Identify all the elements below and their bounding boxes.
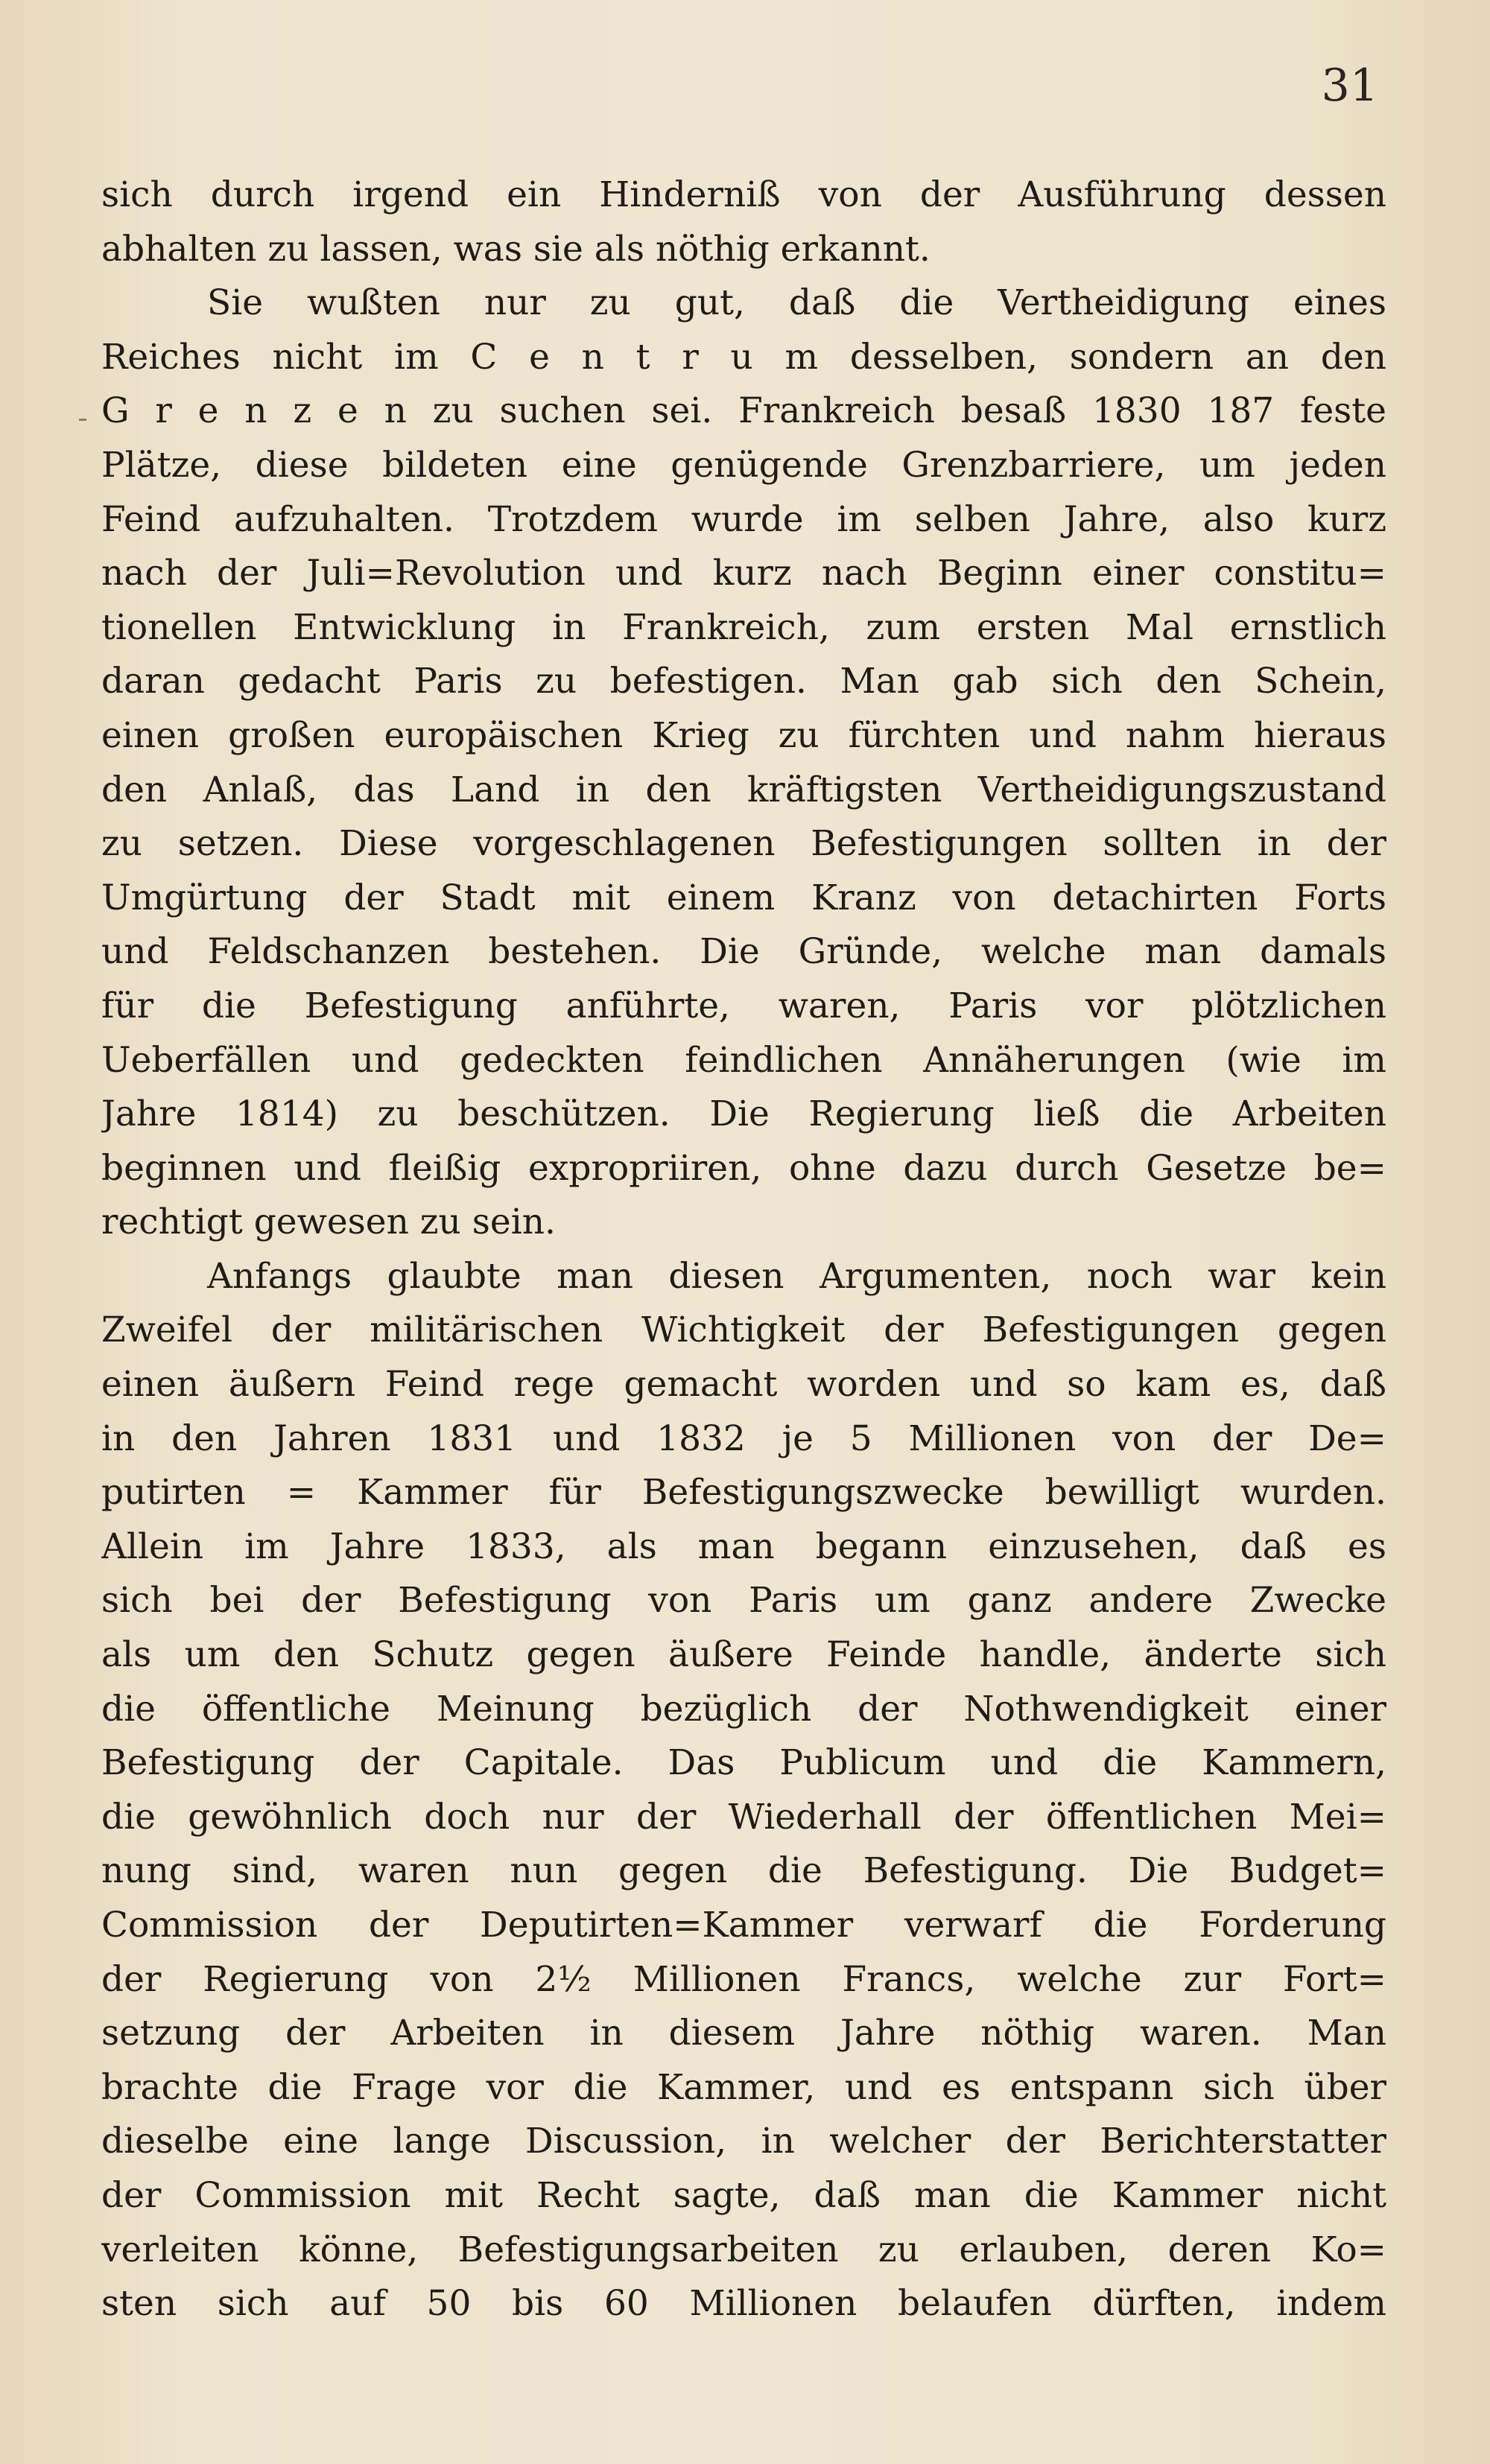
- text-line: Anfangs glaubte man diesen Argumenten, noch war kein: [207, 1255, 1386, 1297]
- text-line: Zweifel der militärischen Wichtigkeit der Befestigungen gegen: [101, 1309, 1386, 1351]
- text-line: nung sind, waren nun gegen die Befestigung. Die Budget=: [101, 1850, 1386, 1892]
- text-line: Feind aufzuhalten. Trotzdem wurde im selben Jahre, also kurz: [101, 498, 1386, 540]
- text-line: brachte die Frage vor die Kammer, und es entspann sich über: [101, 2066, 1386, 2108]
- text-line: Plätze, diese bildeten eine genügende Grenzbarriere, um jeden: [101, 444, 1386, 486]
- text-line: tionellen Entwicklung in Frankreich, zum ersten Mal ernstlich: [101, 606, 1386, 648]
- text-line: den Anlaß, das Land in den kräftigsten Vertheidigungszustand: [101, 769, 1386, 810]
- text-line: sich bei der Befestigung von Paris um ganz andere Zwecke: [101, 1580, 1386, 1622]
- text-line: Reiches nicht im C e n t r u m desselben, sondern an den: [101, 336, 1386, 378]
- text-line: für die Befestigung anführte, waren, Paris vor plötzlichen: [101, 985, 1386, 1026]
- body-text: [101, 168, 1386, 2331]
- text-line: G r e n z e n zu suchen sei. Frankreich besaß 1830 187 feste: [101, 390, 1386, 432]
- text-line: dieselbe eine lange Discussion, in welcher der Berichterstatter: [101, 2121, 1386, 2162]
- text-line: und Feldschanzen bestehen. Die Gründe, welche man damals: [101, 931, 1386, 973]
- text-line: als um den Schutz gegen äußere Feinde handle, änderte sich: [101, 1634, 1386, 1676]
- text-line: die gewöhnlich doch nur der Wiederhall der öffentlichen Mei=: [101, 1796, 1386, 1838]
- text-line: einen äußern Feind rege gemacht worden und so kam es, daß: [101, 1364, 1386, 1406]
- text-line: der Regierung von 2½ Millionen Francs, welche zur Fort=: [101, 1958, 1386, 2000]
- text-line: der Commission mit Recht sagte, daß man die Kammer nicht: [101, 2174, 1386, 2216]
- text-line: sten sich auf 50 bis 60 Millionen belaufen dürften, indem: [101, 2283, 1386, 2325]
- text-line: Commission der Deputirten=Kammer verwarf die Forderung: [101, 1905, 1386, 1946]
- text-line: putirten = Kammer für Befestigungszwecke bewilligt wurden.: [101, 1472, 1386, 1514]
- text-line: verleiten könne, Befestigungsarbeiten zu erlauben, deren Ko=: [101, 2229, 1386, 2270]
- text-line: rechtigt gewesen zu sein.: [101, 1201, 556, 1243]
- text-line: Befestigung der Capitale. Das Publicum und die Kammern,: [101, 1742, 1386, 1784]
- text-line: Umgürtung der Stadt mit einem Kranz von detachirten Forts: [101, 877, 1386, 918]
- text-line: daran gedacht Paris zu befestigen. Man gab sich den Schein,: [101, 661, 1386, 702]
- text-line: nach der Juli=Revolution und kurz nach Beginn einer constitu=: [101, 553, 1386, 594]
- text-line: Ueberfällen und gedeckten feindlichen Annäherungen (wie im: [101, 1039, 1386, 1081]
- text-line: Jahre 1814) zu beschützen. Die Regierung ließ die Arbeiten: [101, 1093, 1386, 1135]
- text-line: Sie wußten nur zu gut, daß die Vertheidigung eines: [207, 282, 1386, 324]
- text-line: einen großen europäischen Krieg zu fürchten und nahm hieraus: [101, 714, 1386, 756]
- text-line: die öffentliche Meinung bezüglich der Nothwendigkeit einer: [101, 1688, 1386, 1730]
- text-line: sich durch irgend ein Hinderniß von der Ausführung dessen: [101, 174, 1386, 215]
- margin-mark: [79, 419, 86, 421]
- text-line: setzung der Arbeiten in diesem Jahre nöthig waren. Man: [101, 2013, 1386, 2054]
- text-line: beginnen und fleißig expropriiren, ohne dazu durch Gesetze be=: [101, 1147, 1386, 1189]
- page-number: 31: [1321, 60, 1378, 112]
- text-line: zu setzen. Diese vorgeschlagenen Befestigungen sollten in der: [101, 823, 1386, 865]
- text-line: abhalten zu lassen, was sie als nöthig erkannt.: [101, 228, 931, 270]
- text-line: in den Jahren 1831 und 1832 je 5 Millionen von der De=: [101, 1417, 1386, 1459]
- text-line: Allein im Jahre 1833, als man begann einzusehen, daß es: [101, 1525, 1386, 1567]
